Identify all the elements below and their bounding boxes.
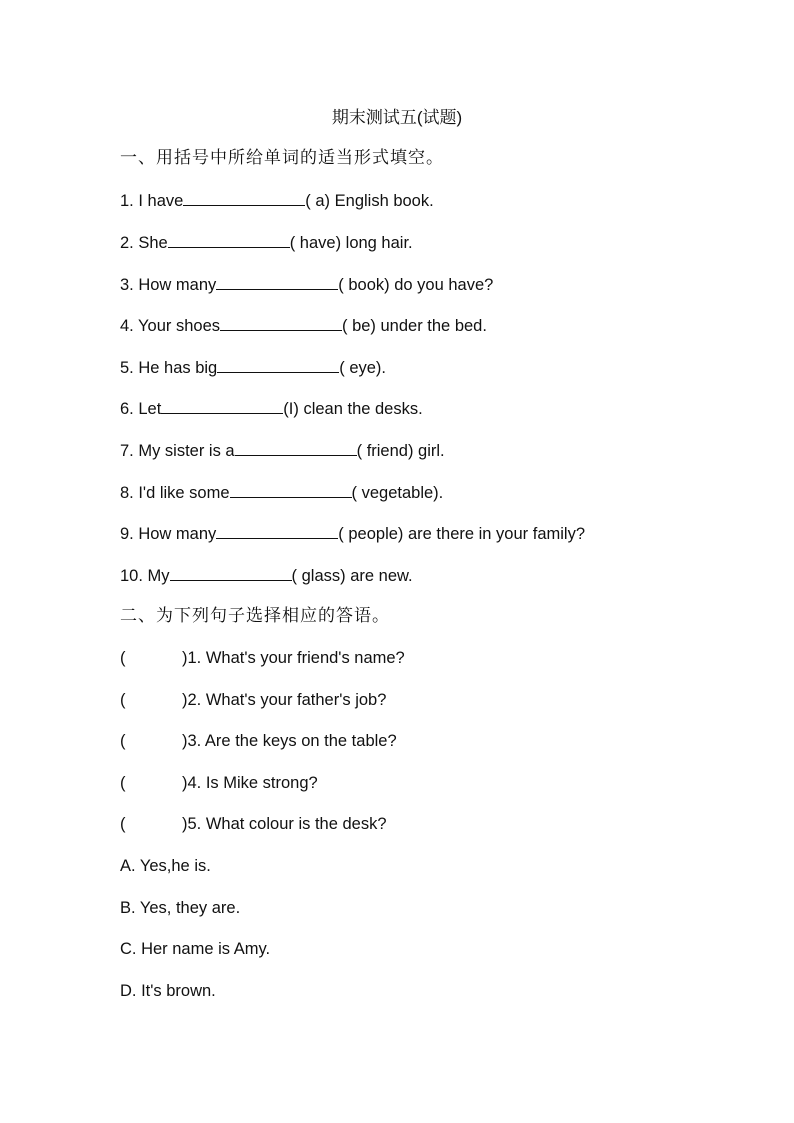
match-question xyxy=(120,689,386,711)
fill-item-prompt: 2. She xyxy=(120,234,168,252)
fill-item-prompt: 7. My sister is a xyxy=(120,442,235,460)
fill-item xyxy=(120,439,445,462)
fill-item-hint: ( friend) girl. xyxy=(356,442,445,460)
question-text: )5. What colour is the desk? xyxy=(182,815,387,833)
section1-heading: 一、用括号中所给单词的适当形式填空。 xyxy=(120,148,444,167)
fill-item-hint: ( a) English book. xyxy=(305,192,434,210)
answer-blank[interactable] xyxy=(217,356,339,373)
answer-blank[interactable] xyxy=(168,231,290,248)
fill-item xyxy=(120,522,585,545)
fill-item-hint: ( glass) are new. xyxy=(291,567,413,585)
answer-blank[interactable] xyxy=(170,564,292,581)
fill-item-prompt: 9. How many xyxy=(120,525,217,543)
fill-item-hint: ( have) long hair. xyxy=(289,234,413,252)
answer-paren[interactable]: ( xyxy=(120,691,126,709)
fill-item-hint: ( vegetable). xyxy=(351,484,444,502)
fill-item xyxy=(120,189,434,212)
answer-option: C. Her name is Amy. xyxy=(120,940,271,958)
fill-item-hint: ( people) are there in your family? xyxy=(338,525,585,543)
answer-paren[interactable]: ( xyxy=(120,649,126,667)
answer-blank[interactable] xyxy=(220,314,342,331)
match-question xyxy=(120,772,318,794)
match-question xyxy=(120,647,405,669)
fill-item xyxy=(120,564,413,587)
answer-paren[interactable]: ( xyxy=(120,774,126,792)
answer-paren[interactable]: ( xyxy=(120,732,126,750)
fill-item-hint: ( book) do you have? xyxy=(338,276,494,294)
fill-item-prompt: 4. Your shoes xyxy=(120,317,220,335)
fill-item xyxy=(120,231,413,254)
fill-item-hint: ( be) under the bed. xyxy=(342,317,487,335)
fill-item xyxy=(120,397,423,420)
fill-item-prompt: 1. I have xyxy=(120,192,184,210)
fill-item-prompt: 5. He has big xyxy=(120,359,218,377)
answer-blank[interactable] xyxy=(235,439,357,456)
fill-item xyxy=(120,356,386,379)
fill-item xyxy=(120,273,493,296)
match-question xyxy=(120,813,387,835)
answer-blank[interactable] xyxy=(161,397,283,414)
fill-item-prompt: 6. Let xyxy=(120,400,162,418)
answer-option: A. Yes,he is. xyxy=(120,857,211,875)
question-text: )1. What's your friend's name? xyxy=(182,649,405,667)
fill-item-prompt: 3. How many xyxy=(120,276,217,294)
answer-blank[interactable] xyxy=(216,522,338,539)
fill-item xyxy=(120,314,487,337)
answer-blank[interactable] xyxy=(216,273,338,290)
answer-blank[interactable] xyxy=(230,481,352,498)
question-text: )2. What's your father's job? xyxy=(182,691,387,709)
answer-option: D. It's brown. xyxy=(120,982,216,1000)
question-text: )4. Is Mike strong? xyxy=(182,774,318,792)
fill-item xyxy=(120,481,443,504)
question-text: )3. Are the keys on the table? xyxy=(182,732,397,750)
fill-item-hint: ( eye). xyxy=(339,359,386,377)
match-question xyxy=(120,730,397,752)
fill-item-hint: (I) clean the desks. xyxy=(283,400,423,418)
page-title: 期末测试五(试题) xyxy=(331,108,463,127)
answer-option: B. Yes, they are. xyxy=(120,899,241,917)
answer-paren[interactable]: ( xyxy=(120,815,126,833)
section2-heading: 二、为下列句子选择相应的答语。 xyxy=(120,606,390,625)
fill-item-prompt: 8. I'd like some xyxy=(120,484,230,502)
fill-item-prompt: 10. My xyxy=(120,567,170,585)
answer-blank[interactable] xyxy=(183,189,305,206)
